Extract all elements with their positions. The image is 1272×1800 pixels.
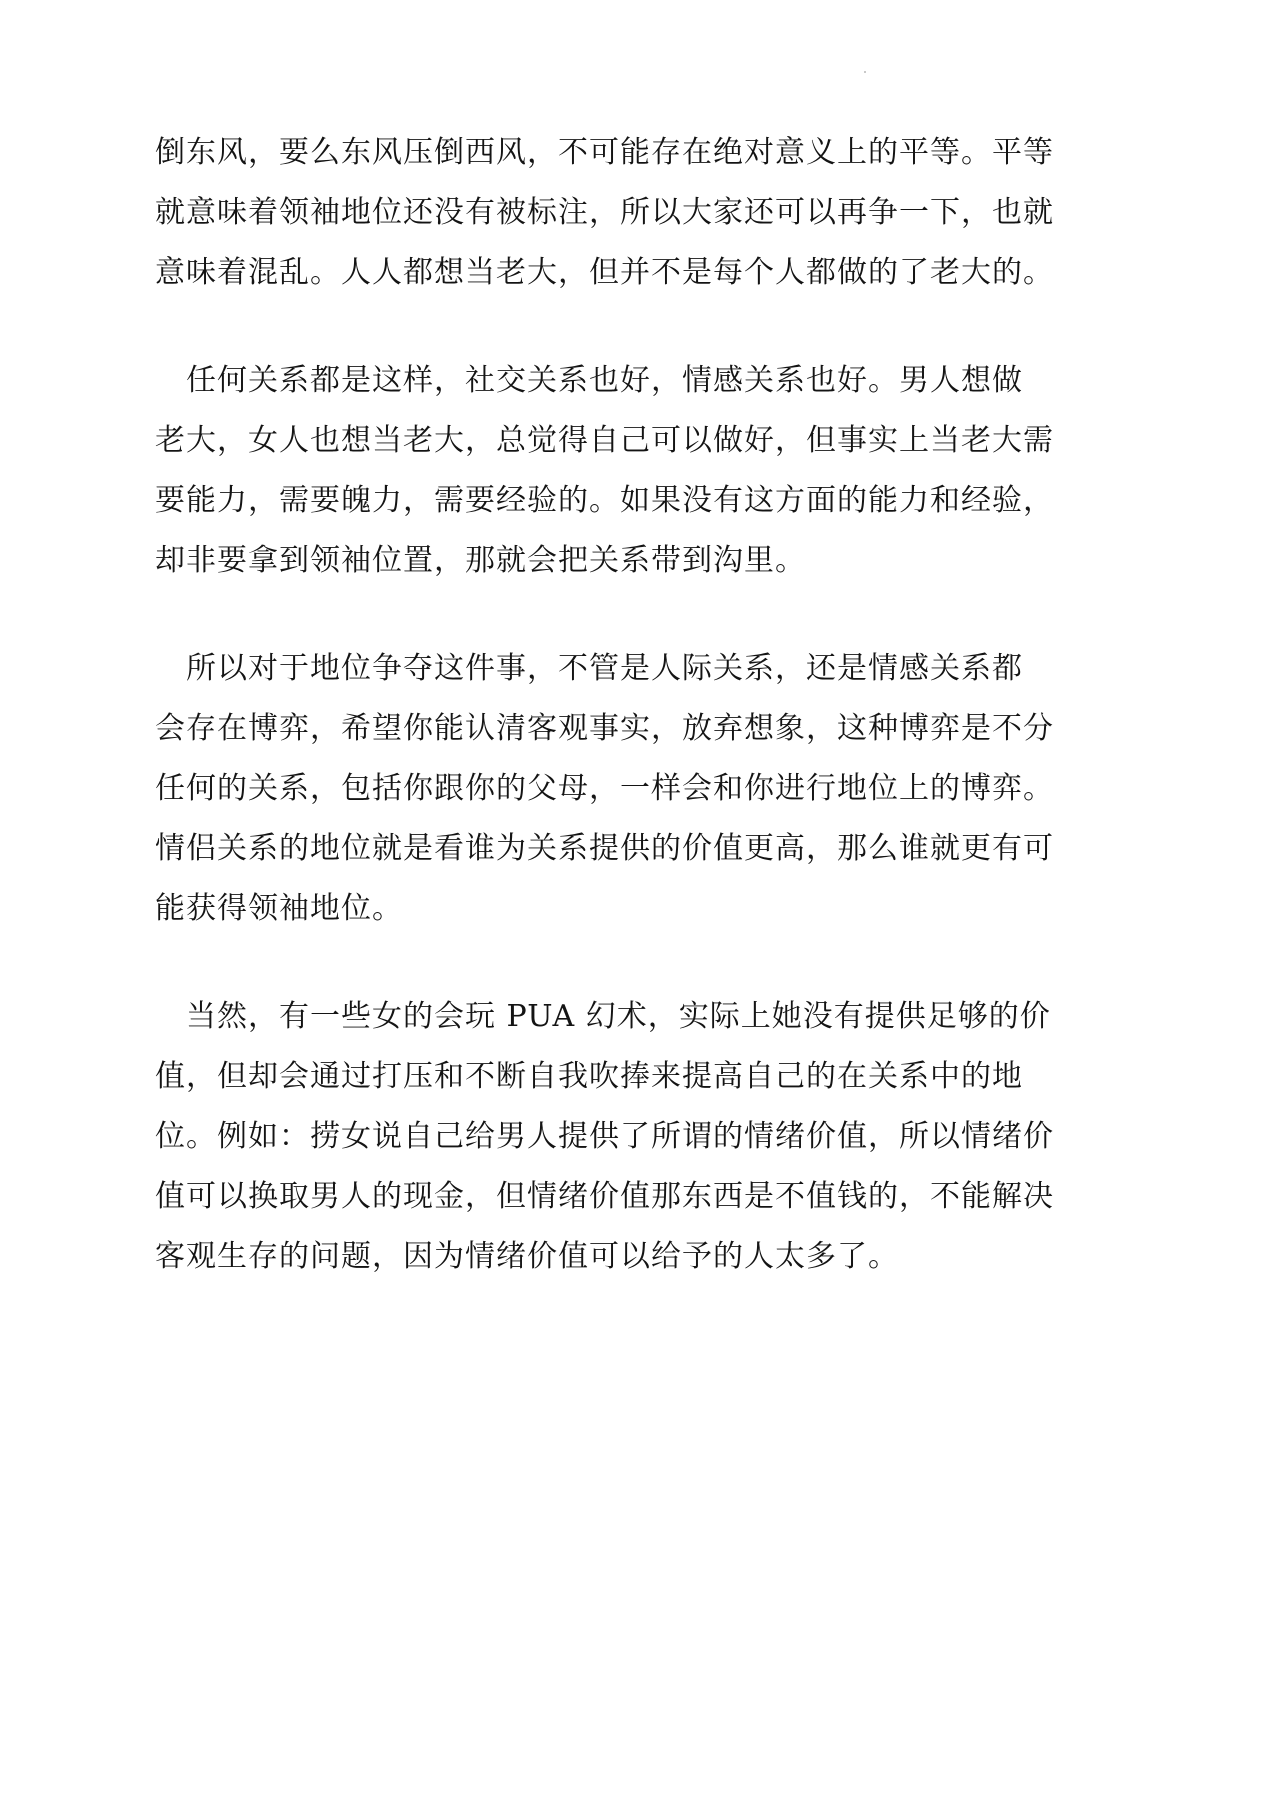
paragraph-4 bbox=[155, 987, 1054, 1287]
paragraph-1 bbox=[155, 123, 1054, 303]
document-body bbox=[155, 123, 1054, 1287]
text-line: 情侣关系的地位就是看谁为关系提供的价值更高，那么谁就更有可 bbox=[155, 831, 1054, 866]
text-line: 就意味着领袖地位还没有被标注，所以大家还可以再争一下，也就 bbox=[155, 195, 1054, 230]
paragraph-2 bbox=[155, 351, 1054, 591]
text-line: 位。例如：捞女说自己给男人提供了所谓的情绪价值，所以情绪价 bbox=[155, 1119, 1054, 1154]
text-line: 任何关系都是这样，社交关系也好，情感关系也好。男人想做 bbox=[155, 363, 1023, 398]
paragraph-3 bbox=[155, 639, 1054, 939]
text-line: 值，但却会通过打压和不断自我吹捧来提高自己的在关系中的地 bbox=[155, 1059, 1023, 1094]
text-line: 意味着混乱。人人都想当老大，但并不是每个人都做的了老大的。 bbox=[155, 255, 1054, 290]
text-line: 当然，有一些女的会玩 PUA 幻术，实际上她没有提供足够的价 bbox=[155, 999, 1051, 1034]
text-line: 能获得领袖地位。 bbox=[155, 891, 403, 926]
text-line: 却非要拿到领袖位置，那就会把关系带到沟里。 bbox=[155, 543, 806, 578]
text-line: 值可以换取男人的现金，但情绪价值那东西是不值钱的，不能解决 bbox=[155, 1179, 1054, 1214]
text-line: 要能力，需要魄力，需要经验的。如果没有这方面的能力和经验， bbox=[155, 483, 1054, 518]
text-line: 会存在博弈，希望你能认清客观事实，放弃想象，这种博弈是不分 bbox=[155, 711, 1054, 746]
text-line: 老大，女人也想当老大，总觉得自己可以做好，但事实上当老大需 bbox=[155, 423, 1054, 458]
text-line: 倒东风，要么东风压倒西风，不可能存在绝对意义上的平等。平等 bbox=[155, 135, 1054, 170]
text-line: 任何的关系，包括你跟你的父母，一样会和你进行地位上的博弈。 bbox=[155, 771, 1054, 806]
text-line: 客观生存的问题，因为情绪价值可以给予的人太多了。 bbox=[155, 1239, 899, 1274]
scan-speck bbox=[864, 71, 866, 73]
text-line: 所以对于地位争夺这件事，不管是人际关系，还是情感关系都 bbox=[155, 651, 1023, 686]
